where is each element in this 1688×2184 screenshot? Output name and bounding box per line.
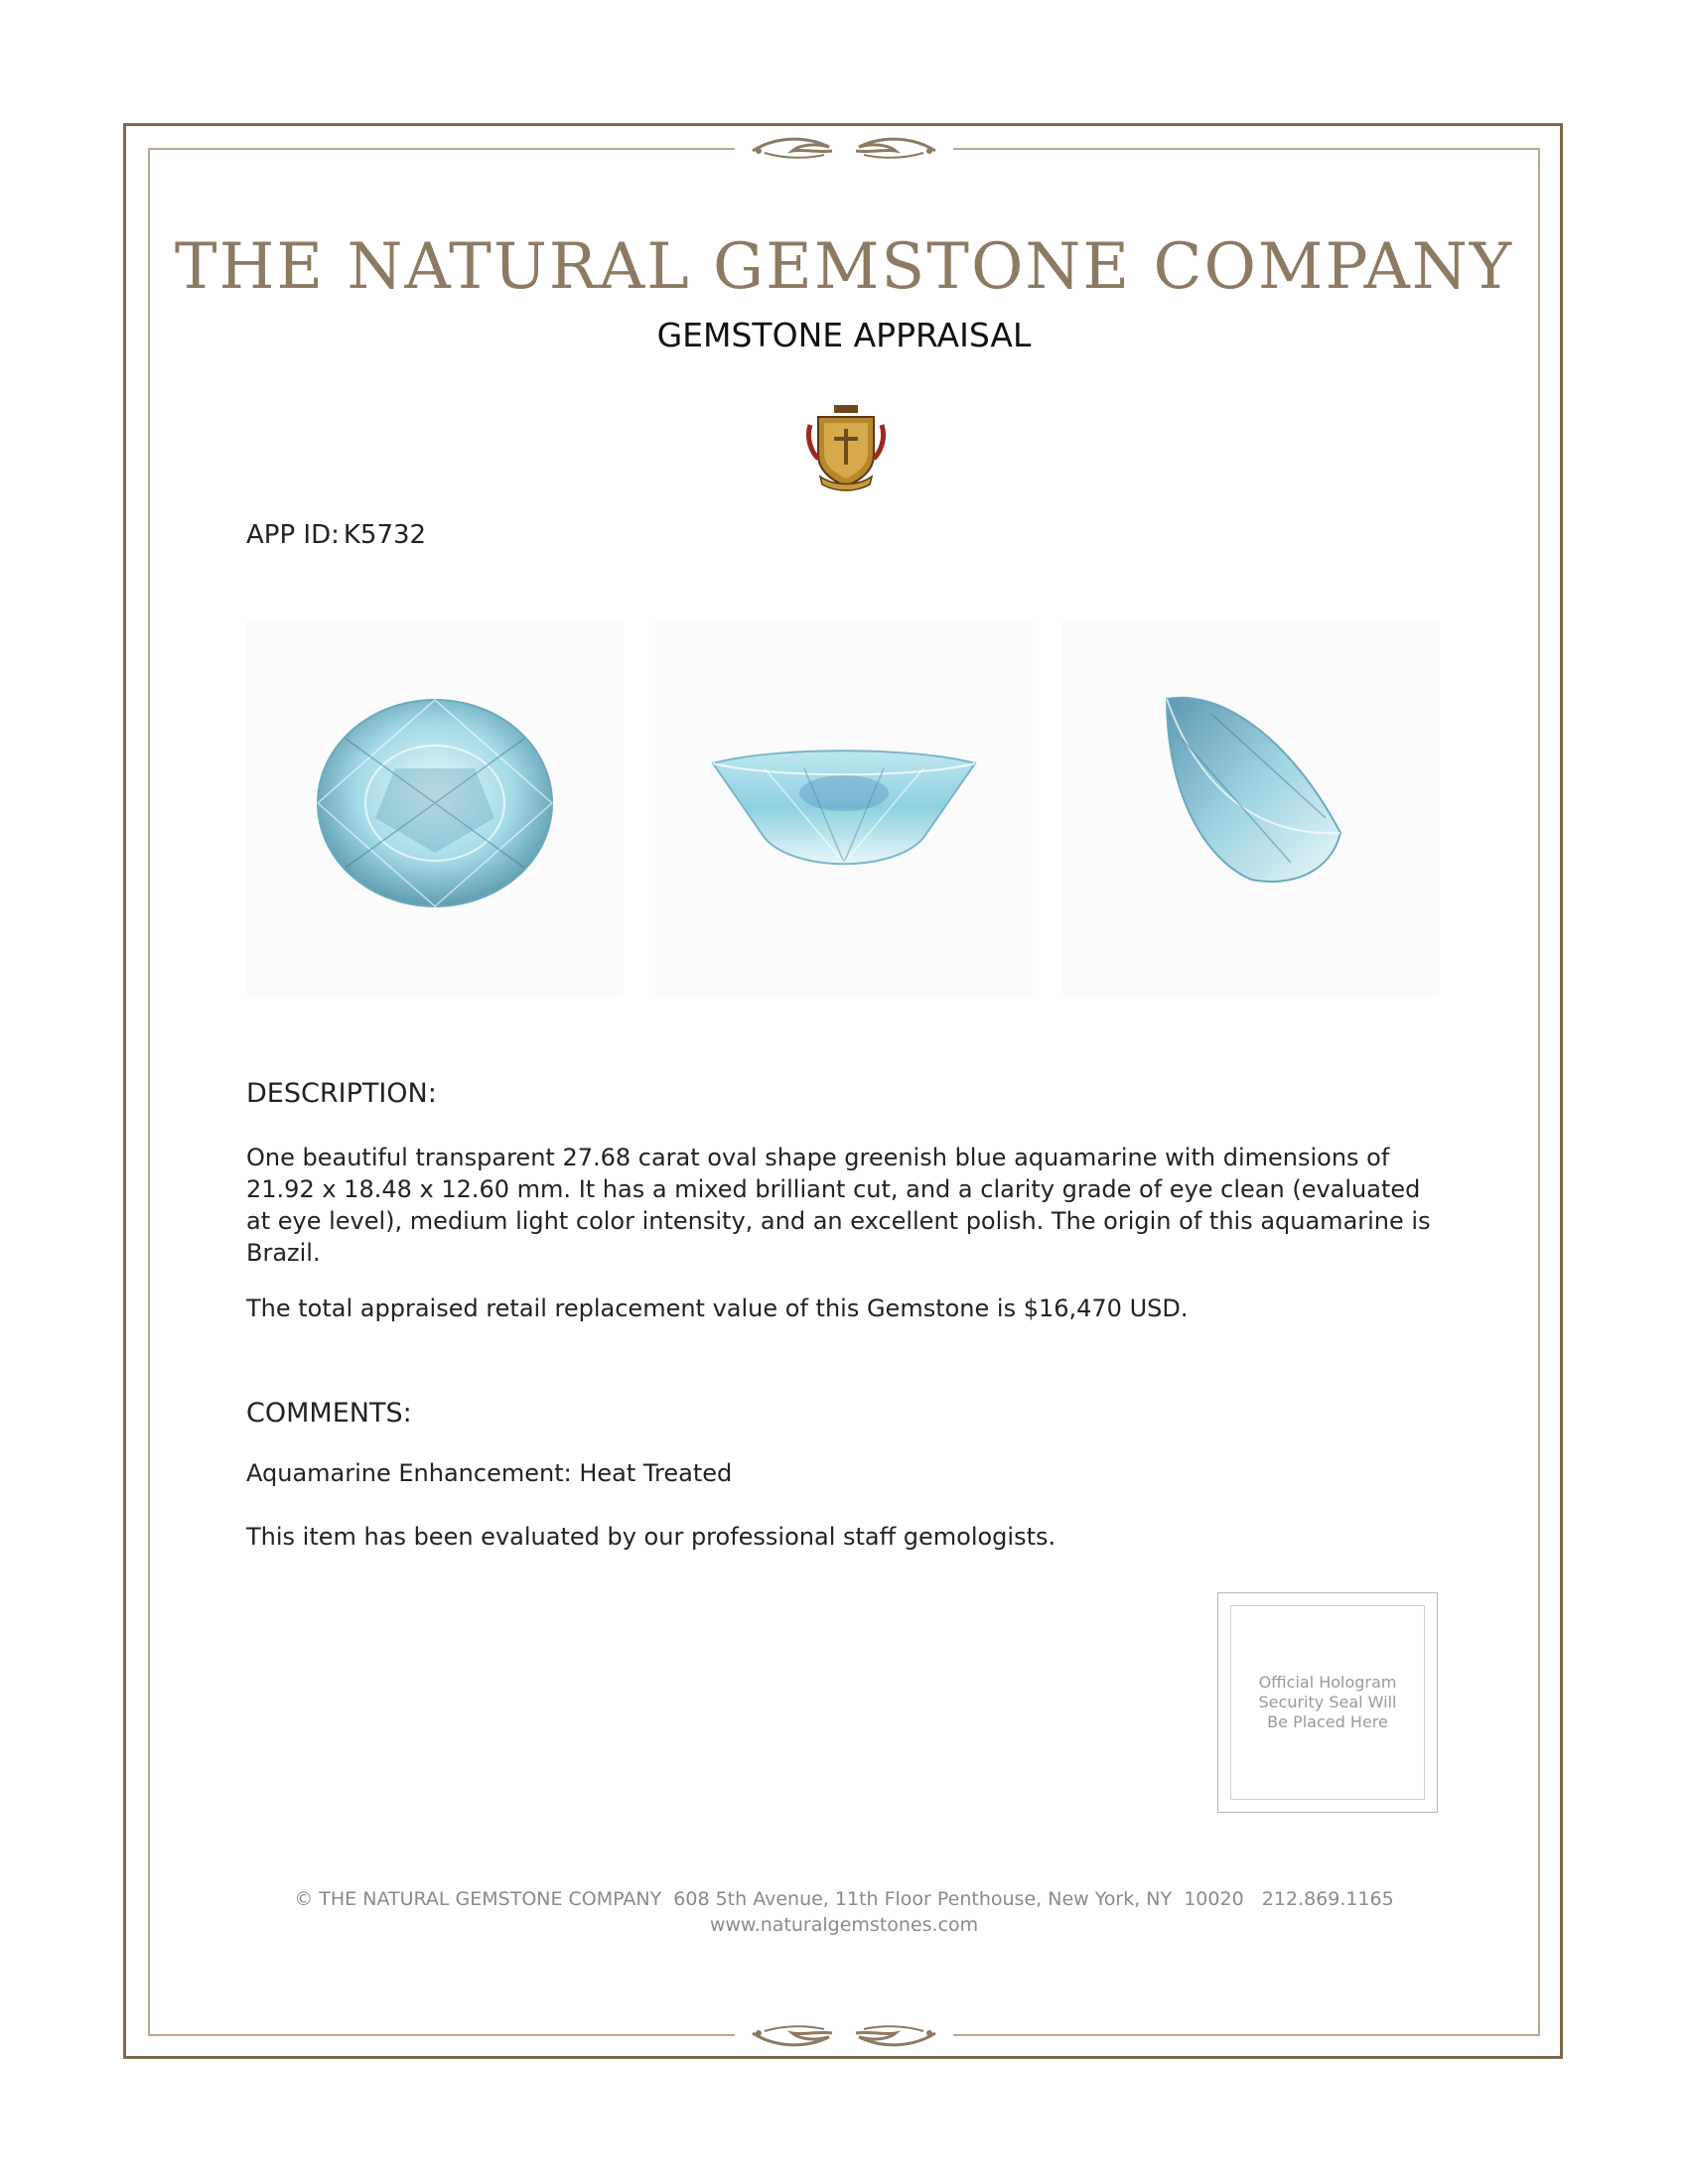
gemstone-angled-icon	[1062, 619, 1440, 997]
app-id-label: APP ID:	[246, 520, 340, 550]
gem-image-top-view	[246, 619, 624, 997]
footer-address: © THE NATURAL GEMSTONE COMPANY 608 5th Avenue, 11th Floor Penthouse, New York, NY 10020 212.869.1165	[294, 1888, 1394, 1910]
inner-line-bottom-right	[953, 2034, 1539, 2036]
inner-line-right	[1538, 148, 1540, 2036]
inner-line-left	[148, 148, 150, 2036]
company-name: THE NATURAL GEMSTONE COMPANY	[174, 230, 1514, 304]
comments-heading: COMMENTS:	[246, 1398, 412, 1429]
seal-line-1: Official Hologram	[1258, 1673, 1397, 1692]
hologram-seal-inner	[1230, 1605, 1425, 1800]
appraised-value-statement: The total appraised retail replacement value of this Gemstone is $16,470 USD.	[246, 1295, 1189, 1322]
hologram-seal-placeholder	[1217, 1592, 1438, 1813]
seal-line-3: Be Placed Here	[1267, 1712, 1388, 1731]
description-heading: DESCRIPTION:	[246, 1078, 437, 1109]
seal-line-2: Security Seal Will	[1258, 1693, 1397, 1711]
gem-image-angled-view	[1062, 619, 1440, 997]
heraldic-crest-icon	[804, 403, 888, 492]
description-paragraph: One beautiful transparent 27.68 carat oval shape greenish blue aquamarine with dimensions of 21.92 x 18.48 x 12.60 mm. It has a mixed brilliant cut, and a clarity grade of eye clean (evaluated at eye level), medium light color intensity, and an excellent polish. The origin of this aquamarine is Brazil.	[246, 1144, 1431, 1267]
inner-line-top-left	[149, 148, 735, 150]
bottom-scroll-ornament-icon	[745, 2015, 943, 2055]
top-scroll-ornament-icon	[745, 129, 943, 169]
app-id-value: K5732	[343, 520, 427, 550]
document-title: GEMSTONE APPRAISAL	[656, 316, 1032, 354]
evaluation-note: This item has been evaluated by our professional staff gemologists.	[246, 1523, 1056, 1551]
gemstone-top-icon	[246, 619, 624, 997]
footer-website[interactable]: www.naturalgemstones.com	[709, 1914, 979, 1936]
hologram-seal-text	[1248, 1673, 1407, 1732]
gem-image-side-view	[655, 619, 1033, 997]
enhancement-note: Aquamarine Enhancement: Heat Treated	[246, 1459, 733, 1487]
app-id	[246, 520, 426, 550]
inner-line-bottom-left	[149, 2034, 735, 2036]
inner-line-top-right	[953, 148, 1539, 150]
gemstone-side-icon	[655, 619, 1033, 997]
